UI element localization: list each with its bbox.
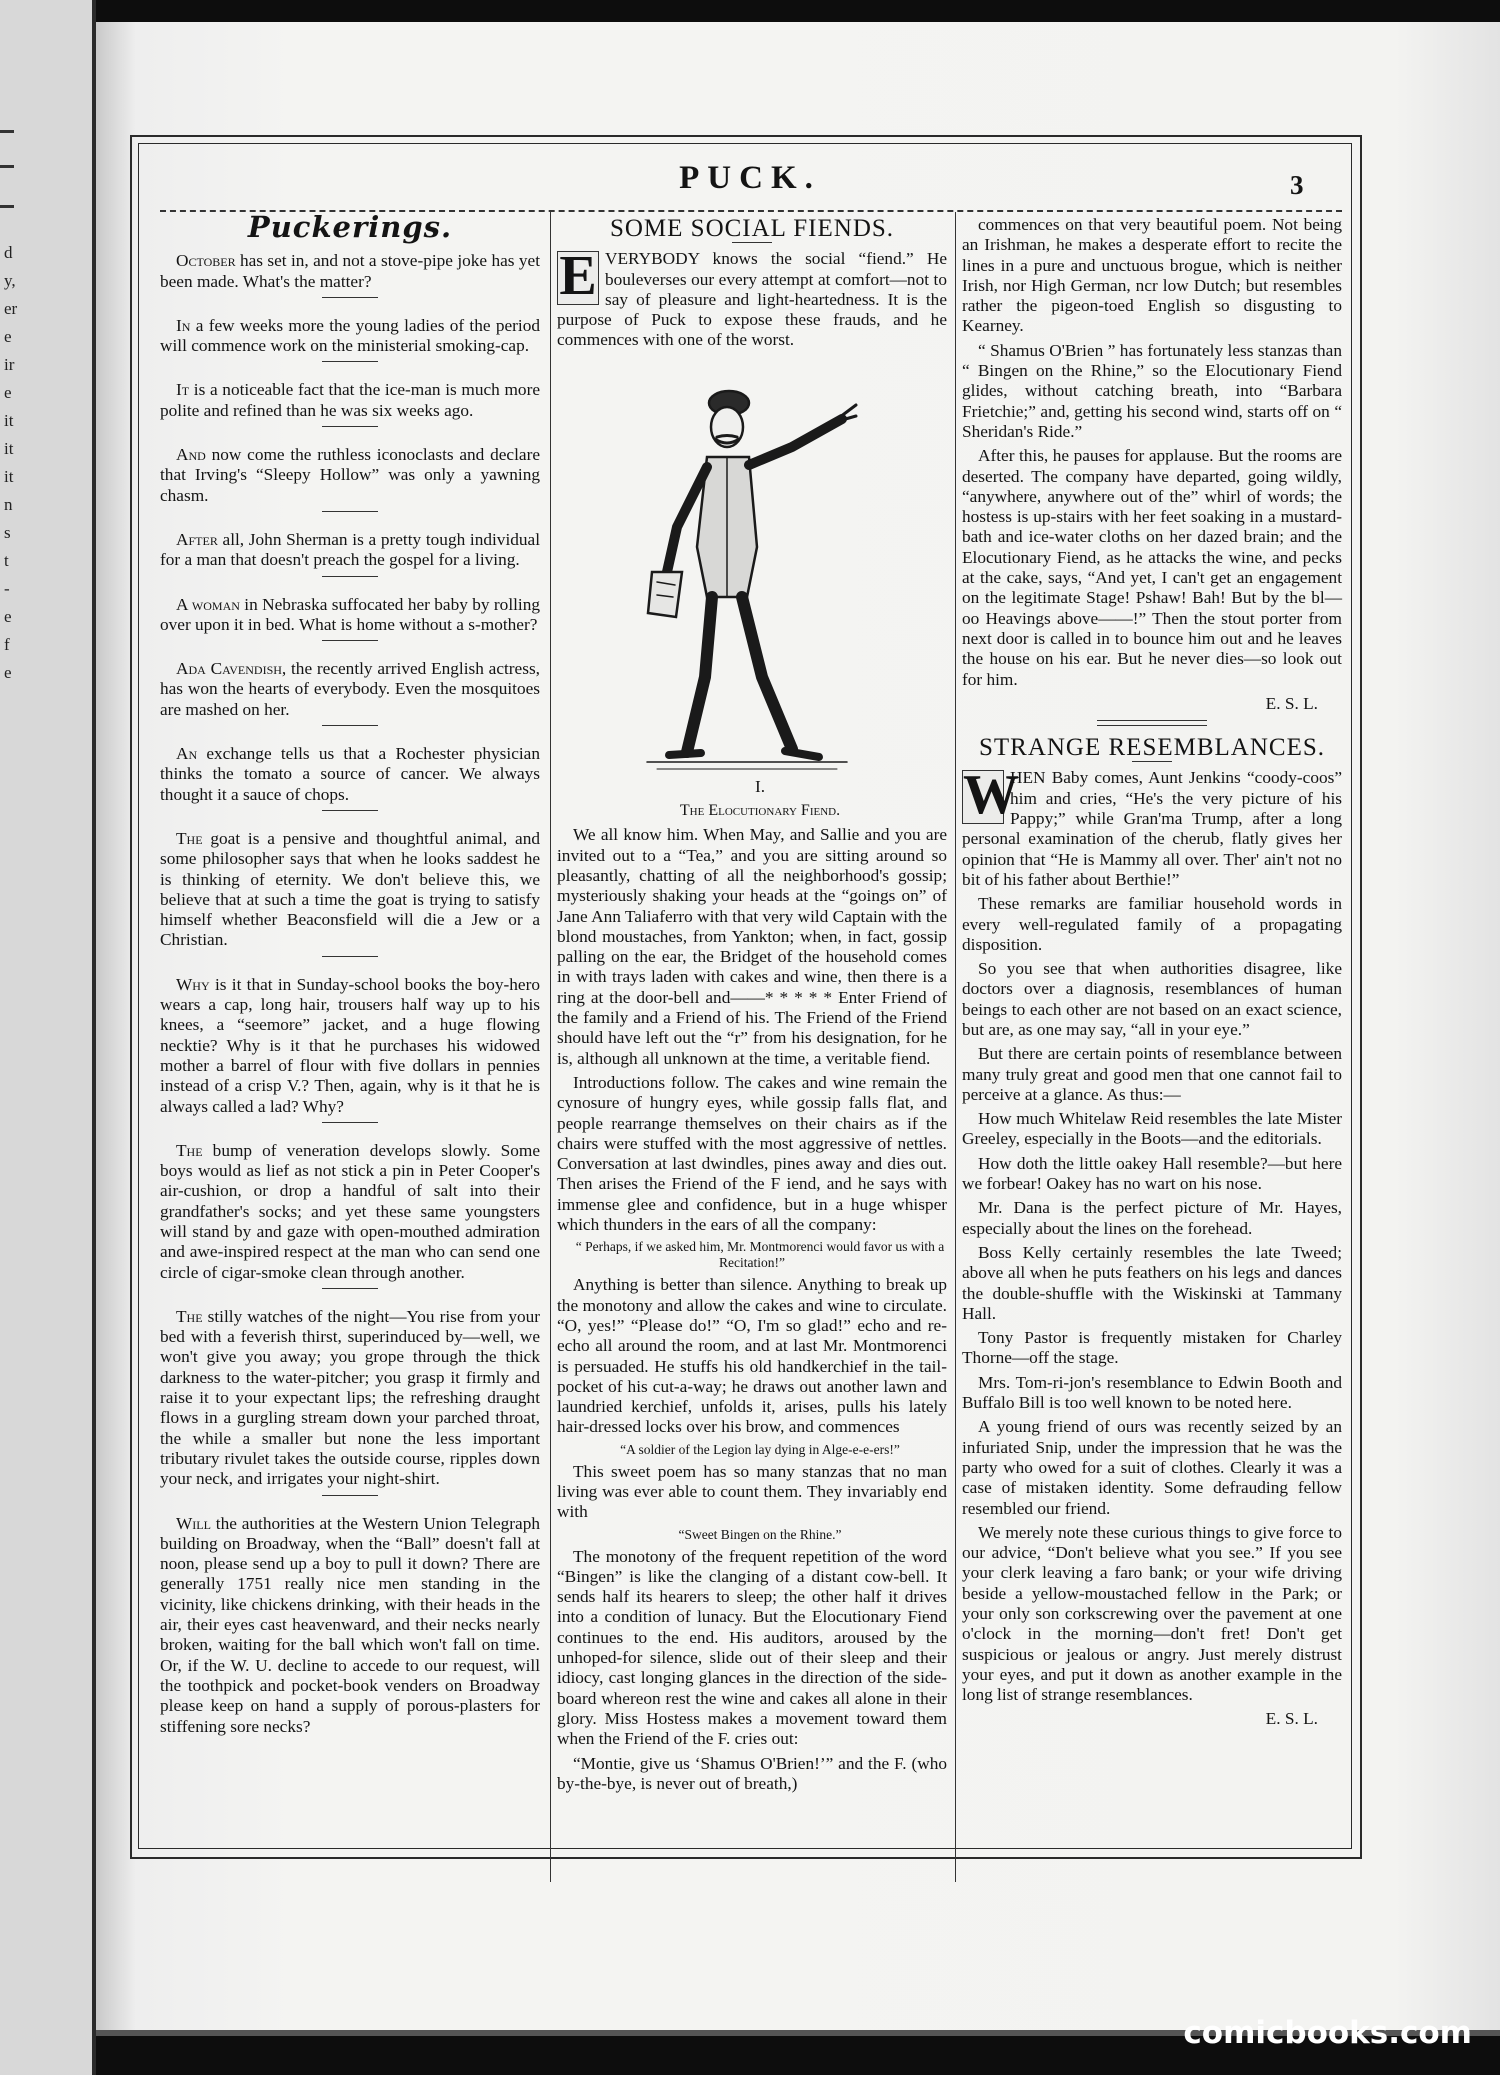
puckering-item: [160, 1141, 540, 1283]
puckering-lead: Ada Cavendish: [176, 659, 282, 679]
pullquote-recitation: “ Perhaps, if we asked him, Mr. Montmorenci would favor us with a Recitation!”: [575, 1239, 945, 1271]
puckering-item: [160, 659, 540, 720]
puckering-lead: Will: [176, 1513, 211, 1533]
puckering-item: [160, 595, 540, 636]
article-separator: [1097, 720, 1207, 726]
column-social-fiends: [557, 215, 947, 1798]
puckering-text: the authorities at the Western Union Telegraph building on Broadway, when the “Ball” doesn't fall at noon, please send up a boy to pull it down? There are generally 1751 really nice men standing in the vicinity, like chickens drinking, with their heads in the air, their eyes cast heavenward, and their necks nearly broken, waiting for the ball which won't fall on time. Or, if the W. U. decline to accede to our request, will the toothpick and pocket-book venders on Broadway please keep on hand a supply of porous-plasters for stiffening sore necks?: [160, 1513, 540, 1736]
item-separator: [322, 361, 378, 362]
puckering-lead: The: [176, 1306, 203, 1326]
puckering-item: [160, 380, 540, 421]
article-body-d: [557, 1547, 947, 1795]
puckering-item: [160, 445, 540, 506]
article-body-a: [557, 825, 947, 1235]
puckering-text: is a noticeable fact that the ice-man is much more polite and refined than he was six weeks ago.: [160, 380, 540, 420]
body-paragraph: So you see that when authorities disagree, like doctors over a diagnosis, resemblances of human beings to each other are not based on an exact science, but are, as one may say, “all in your eye.”: [962, 959, 1342, 1039]
adjacent-page-fragment: e: [4, 383, 12, 402]
body-paragraph: How much Whitelaw Reid resembles the late Mister Greeley, especially in the Boots—and the editorials.: [962, 1109, 1342, 1149]
body-paragraph: Boss Kelly certainly resembles the late Tweed; above all when he puts feathers on his legs and dances the double-shuffle with the Wiskinski at Tammany Hall.: [962, 1242, 1342, 1323]
puckering-item: [160, 1514, 540, 1737]
article-intro-2: [962, 764, 1342, 890]
figure-caption: The Elocutionary Fiend.: [679, 802, 841, 820]
body-paragraph: Mrs. Tom-ri-jon's resemblance to Edwin Booth and Buffalo Bill is too well known to be noted here.: [962, 1372, 1342, 1413]
pullquote-soldier: “A soldier of the Legion lay dying in Alge-e-e-ers!”: [620, 1441, 900, 1457]
item-separator: [322, 1495, 378, 1496]
puckering-item: [160, 744, 540, 805]
adjacent-page-rule: [0, 165, 14, 168]
article-body-b: [557, 1275, 947, 1437]
body-paragraph: But there are certain points of resemblance between many truly great and good men that one cannot fail to perceive at a glance. As thus:—: [962, 1044, 1342, 1104]
body-paragraph: We all know him. When May, and Sallie and you are invited out to a “Tea,” and you are sitting around so pleasantly, chatting of all the neighborhood's gossip; mysteriously shaking your heads at the “goings on” of Jane Ann Taliaferro with that very wild Captain with the blond moustaches, from Yankton; when, in fact, gossip palling on the ear, the Bridget of the household comes in with trays laden with cakes and wine, then there is a ring at the door-bell and——* * * * * Enter Friend of the family and a Friend of his. The Friend of the Friend should have left out the “r” from his designation, for he is, although all unknown at the time, a veritable fiend.: [557, 825, 947, 1068]
puckering-text: a few weeks more the young ladies of the period will commence work on the ministerial smoking-cap.: [160, 315, 540, 356]
adjacent-page-fragment: ir: [4, 355, 15, 374]
puckering-item: [160, 251, 540, 292]
article-intro: [557, 245, 947, 350]
resemblances-body: [962, 894, 1342, 1705]
item-separator: [322, 640, 378, 641]
adjacent-page-fragment: er: [4, 299, 18, 318]
body-paragraph: After this, he pauses for applause. But the rooms are deserted. The company have departed, going wildly, “anywhere, anywhere out of the” whirl of words; the hostess is up-stairs with her feet soaking in a mustard-bath and ice-water cloths on her dazed brain; and the Elocutionary Fiend, as he attacks the wine, and pecks at the cake, says, “And yet, I can't get an engagement on the legitimate Stage! Pshaw! Bah! But by the bl—oo Heavings above——!” Then the stout porter from next door is called in to bounce him out and he leaves the house on his ear. But he never dies—so look out for him.: [962, 446, 1342, 689]
adjacent-page-fragment: it: [4, 467, 14, 486]
column-divider-1: [550, 212, 551, 1882]
column-continuation-and-resemblances: [962, 215, 1342, 1734]
adjacent-page-fragment: it: [4, 411, 14, 430]
adjacent-page-fragment: n: [4, 495, 13, 514]
body-paragraph: These remarks are familiar household words in every well-regulated family of a propagating disposition.: [962, 894, 1342, 954]
item-separator: [322, 1288, 378, 1289]
puckering-text: in Nebraska suffocated her baby by rolling over upon it in bed. What is home without a s-mother?: [160, 594, 540, 634]
adjacent-page-fragment: -: [4, 579, 10, 598]
puckering-item: [160, 829, 540, 951]
article-title-social-fiends: SOME SOCIAL FIENDS.: [609, 215, 895, 242]
puckering-lead: The: [176, 828, 203, 848]
adjacent-page-fragment: it: [4, 439, 14, 458]
body-paragraph: How doth the little oakey Hall resemble?—but here we forbear! Oakey has no wart on his nose.: [962, 1153, 1342, 1194]
column-puckerings: [160, 210, 540, 1741]
puckering-text: goat is a pensive and thoughtful animal, and some philosopher says that when he looks saddest he is thinking of eternity. We don't believe this, we believe that at such a time the goat is trying to satisfy himself whether Beaconsfield will die a Jew or a Christian.: [160, 828, 540, 950]
puckering-text: is it that in Sunday-school books the boy-hero wears a cap, long hair, trousers half way up to his knees, a “seemore” jacket, and a huge flowing necktie? Why is it that he purchases his widowed mother a barrel of flour with five dollars in pennies instead of a crisp V.? Then, again, why is it that he is always called a lad? Why?: [160, 974, 540, 1116]
watermark: comicbooks.com: [1183, 2015, 1472, 2051]
pullquote-bingen: “Sweet Bingen on the Rhine.”: [678, 1526, 842, 1542]
figure-number: I.: [754, 776, 766, 796]
body-paragraph: “ Shamus O'Brien ” has fortunately less stanzas than “ Bingen on the Rhine,” so the Elocutionary Fiend glides, without catching breath, into “Barbara Frietchie;” and, getting his second wind, starts off on “ Sheridan's Ride.”: [962, 340, 1342, 441]
puckering-text: all, John Sherman is a pretty tough individual for a man that doesn't preach the gospel for a living.: [160, 529, 540, 570]
signature-2: E. S. L.: [1265, 1709, 1318, 1729]
puckering-text: stilly watches of the night—You rise from your bed with a feverish thirst, superinduced by—well, we won't give you away; you grope through the thick darkness to the water-pitcher; you grasp it firmly and raise it to your expectant lips; the refreshing draught flows in a gurgling stream down your parched throat, the while a smaller but none the less important tributary rivulet takes the outside course, ripples down your neck, and irrigates your night-shirt.: [160, 1306, 540, 1489]
adjacent-page-rule: [0, 205, 14, 208]
elocutionary-fiend-illustration: [557, 357, 947, 777]
puckering-lead: It: [176, 380, 190, 400]
page-number: 3: [1290, 170, 1304, 200]
body-paragraph: Mr. Dana is the perfect picture of Mr. Hayes, especially about the lines on the forehead.: [962, 1198, 1342, 1238]
puckering-item: [160, 975, 540, 1117]
item-separator: [322, 576, 378, 577]
item-separator: [322, 297, 378, 298]
item-separator: [322, 1122, 378, 1123]
item-separator: [322, 426, 378, 427]
adjacent-page-fragment: f: [4, 635, 10, 654]
puckering-lead: A woman: [176, 594, 240, 614]
masthead-title: PUCK.: [679, 160, 821, 196]
adjacent-page-fragment: e: [4, 663, 12, 682]
item-separator: [322, 725, 378, 726]
adjacent-page-fragment: t: [4, 551, 9, 570]
puckering-text: exchange tells us that a Rochester physician thinks the tomato a source of cancer. We always thought it a sauce of chops.: [160, 744, 540, 804]
puckering-lead: And: [176, 445, 206, 465]
body-paragraph: Introductions follow. The cakes and wine remain the cynosure of hungry eyes, while gossip falls flat, and people rearrange themselves on their chairs as if the chairs were stuffed with the most aggressive of nettles. Conversation at last dwindles, pines away and dies out. Then arises the Friend of the F iend, and he says with immense glee and confidence, but in a huge whisper which thunders in the ears of all the company:: [557, 1072, 947, 1235]
puckering-item: [160, 316, 540, 357]
intro-text: VERYBODY knows the social “fiend.” He bouleverses our every attempt at comfort—not to say of pleasure and light-heartedness. It is the purpose of Puck to expose these frauds, and he commences with one of the worst.: [557, 249, 947, 350]
puckering-lead: The: [176, 1140, 203, 1160]
body-paragraph: We merely note these curious things to give force to our advice, “Don't believe what you see.” If you see your clerk leaving a faro bank; or your wife driving beside a yellow-moustached fellow in the Park; or your only son corkscrewing over the pavement at one o'clock in the morning—don't fret! Don't get suspicious or jealous or angry. Just merely distrust your eyes, and put it down as another example in the long list of strange resemblances.: [962, 1522, 1342, 1705]
intro-text-2: HEN Baby comes, Aunt Jenkins “coody-coos” him and cries, “He's the very picture of his Pappy;” while Gran'ma Trump, after a long personal examination of the cherub, flatly gives her opinion that “He is Mammy all over. Ther' ain't not no bit of his father about Berthie!”: [962, 768, 1342, 889]
adjacent-page-fragment: e: [4, 327, 12, 346]
adjacent-page-rule: [0, 130, 14, 133]
item-separator: [322, 956, 378, 957]
item-separator: [322, 810, 378, 811]
body-paragraph: Tony Pastor is frequently mistaken for Charley Thorne—off the stage.: [962, 1328, 1342, 1368]
item-separator: [322, 511, 378, 512]
fiend-figure-drawing: [557, 357, 947, 777]
adjacent-page-strip: [0, 0, 96, 2075]
signature-1: E. S. L.: [1265, 693, 1318, 713]
puckering-item: [160, 1307, 540, 1490]
column-divider-2: [955, 212, 956, 1882]
puckerings-list: [160, 251, 540, 1737]
adjacent-page-fragment: y,: [4, 271, 16, 290]
article-title-strange-resemblances: STRANGE RESEMBLANCES.: [978, 734, 1326, 762]
body-paragraph: “Montie, give us ‘Shamus O'Brien!’” and the F. (who by-the-bye, is never out of breath,): [557, 1753, 947, 1793]
puckering-lead: After: [176, 529, 218, 549]
drop-cap-2: W: [963, 764, 1019, 827]
adjacent-page-fragment: s: [4, 523, 11, 542]
title-rule-2: [1132, 761, 1172, 762]
body-paragraph: Anything is better than silence. Anything to break up the monotony and allow the cakes and wine to circulate. “O, yes!” “Please do!” “O, I'm so glad!” echo and re-echo all around the room, and at last Mr. Montmorenci is persuaded. He stuffs his old handkerchief in the tail-pocket of his cut-a-way; he draws out another lawn and laundried kerchief, unfolds it, arises, pulls his lately hair-dressed locks over his brow, and commences: [557, 1275, 947, 1437]
puckerings-title: Puckerings.: [247, 210, 453, 244]
body-paragraph: This sweet poem has so many stanzas that no man living was ever able to count them. They invariably end with: [557, 1461, 947, 1522]
puckering-text: bump of veneration develops slowly. Some boys would as lief as not stick a pin in Peter Cooper's air-cushion, or drop a handful of salt into their grandfather's socks; and yet these same youngsters will stand by and gaze with open-mouthed admiration and awe-inspired respect at the man who can send one circle of cigar-smoke clean through another.: [160, 1140, 540, 1282]
drop-cap: E: [557, 251, 599, 305]
body-paragraph: commences on that very beautiful poem. Not being an Irishman, he makes a desperate effort to recite the lines in a pure and unctuous brogue, which is neither Irish, nor High German, ncr low Dutch; but resembles rather the pigeon-toed English so disgusting to Kearney.: [962, 215, 1342, 336]
puckering-item: [160, 530, 540, 571]
article-body-c: [557, 1462, 947, 1523]
title-rule: [732, 242, 772, 243]
body-paragraph: The monotony of the frequent repetition of the word “Bingen” is like the clanging of a distant cow-bell. It sends half its hearers to sleep; the other half it drives into a condition of lunacy. But the Elocutionary Fiend continues to the end. His auditors, aroused by the unhoped-for silence, slide out of their sleep and their idiocy, cast longing glances in the direction of the side-board whereon rest the wine and cakes all alone in their glory. Miss Hostess makes a movement toward them when the Friend of the F. cries out:: [557, 1546, 947, 1749]
puckering-text: now come the ruthless iconoclasts and declare that Irving's “Sleepy Hollow” was only a yawning chasm.: [160, 445, 540, 505]
puckering-text: has set in, and not a stove-pipe joke has yet been made. What's the matter?: [160, 251, 540, 291]
puckering-lead: An: [176, 744, 198, 764]
adjacent-page-fragment: d: [4, 243, 13, 262]
puckering-lead: Why: [176, 974, 210, 994]
adjacent-page-fragment: e: [4, 607, 12, 626]
body-paragraph: A young friend of ours was recently seized by an infuriated Snip, under the impression that he was the party who owed for a suit of clothes. Clearly it was a case of mistaken identity. Some defrauding fellow resembled our friend.: [962, 1417, 1342, 1518]
puckering-text: , the recently arrived English actress, has won the hearts of everybody. Even the mosquitoes are mashed on her.: [160, 659, 540, 719]
puckering-lead: October: [176, 251, 236, 271]
puckering-lead: In: [176, 315, 191, 335]
social-fiends-continued: [962, 215, 1342, 690]
